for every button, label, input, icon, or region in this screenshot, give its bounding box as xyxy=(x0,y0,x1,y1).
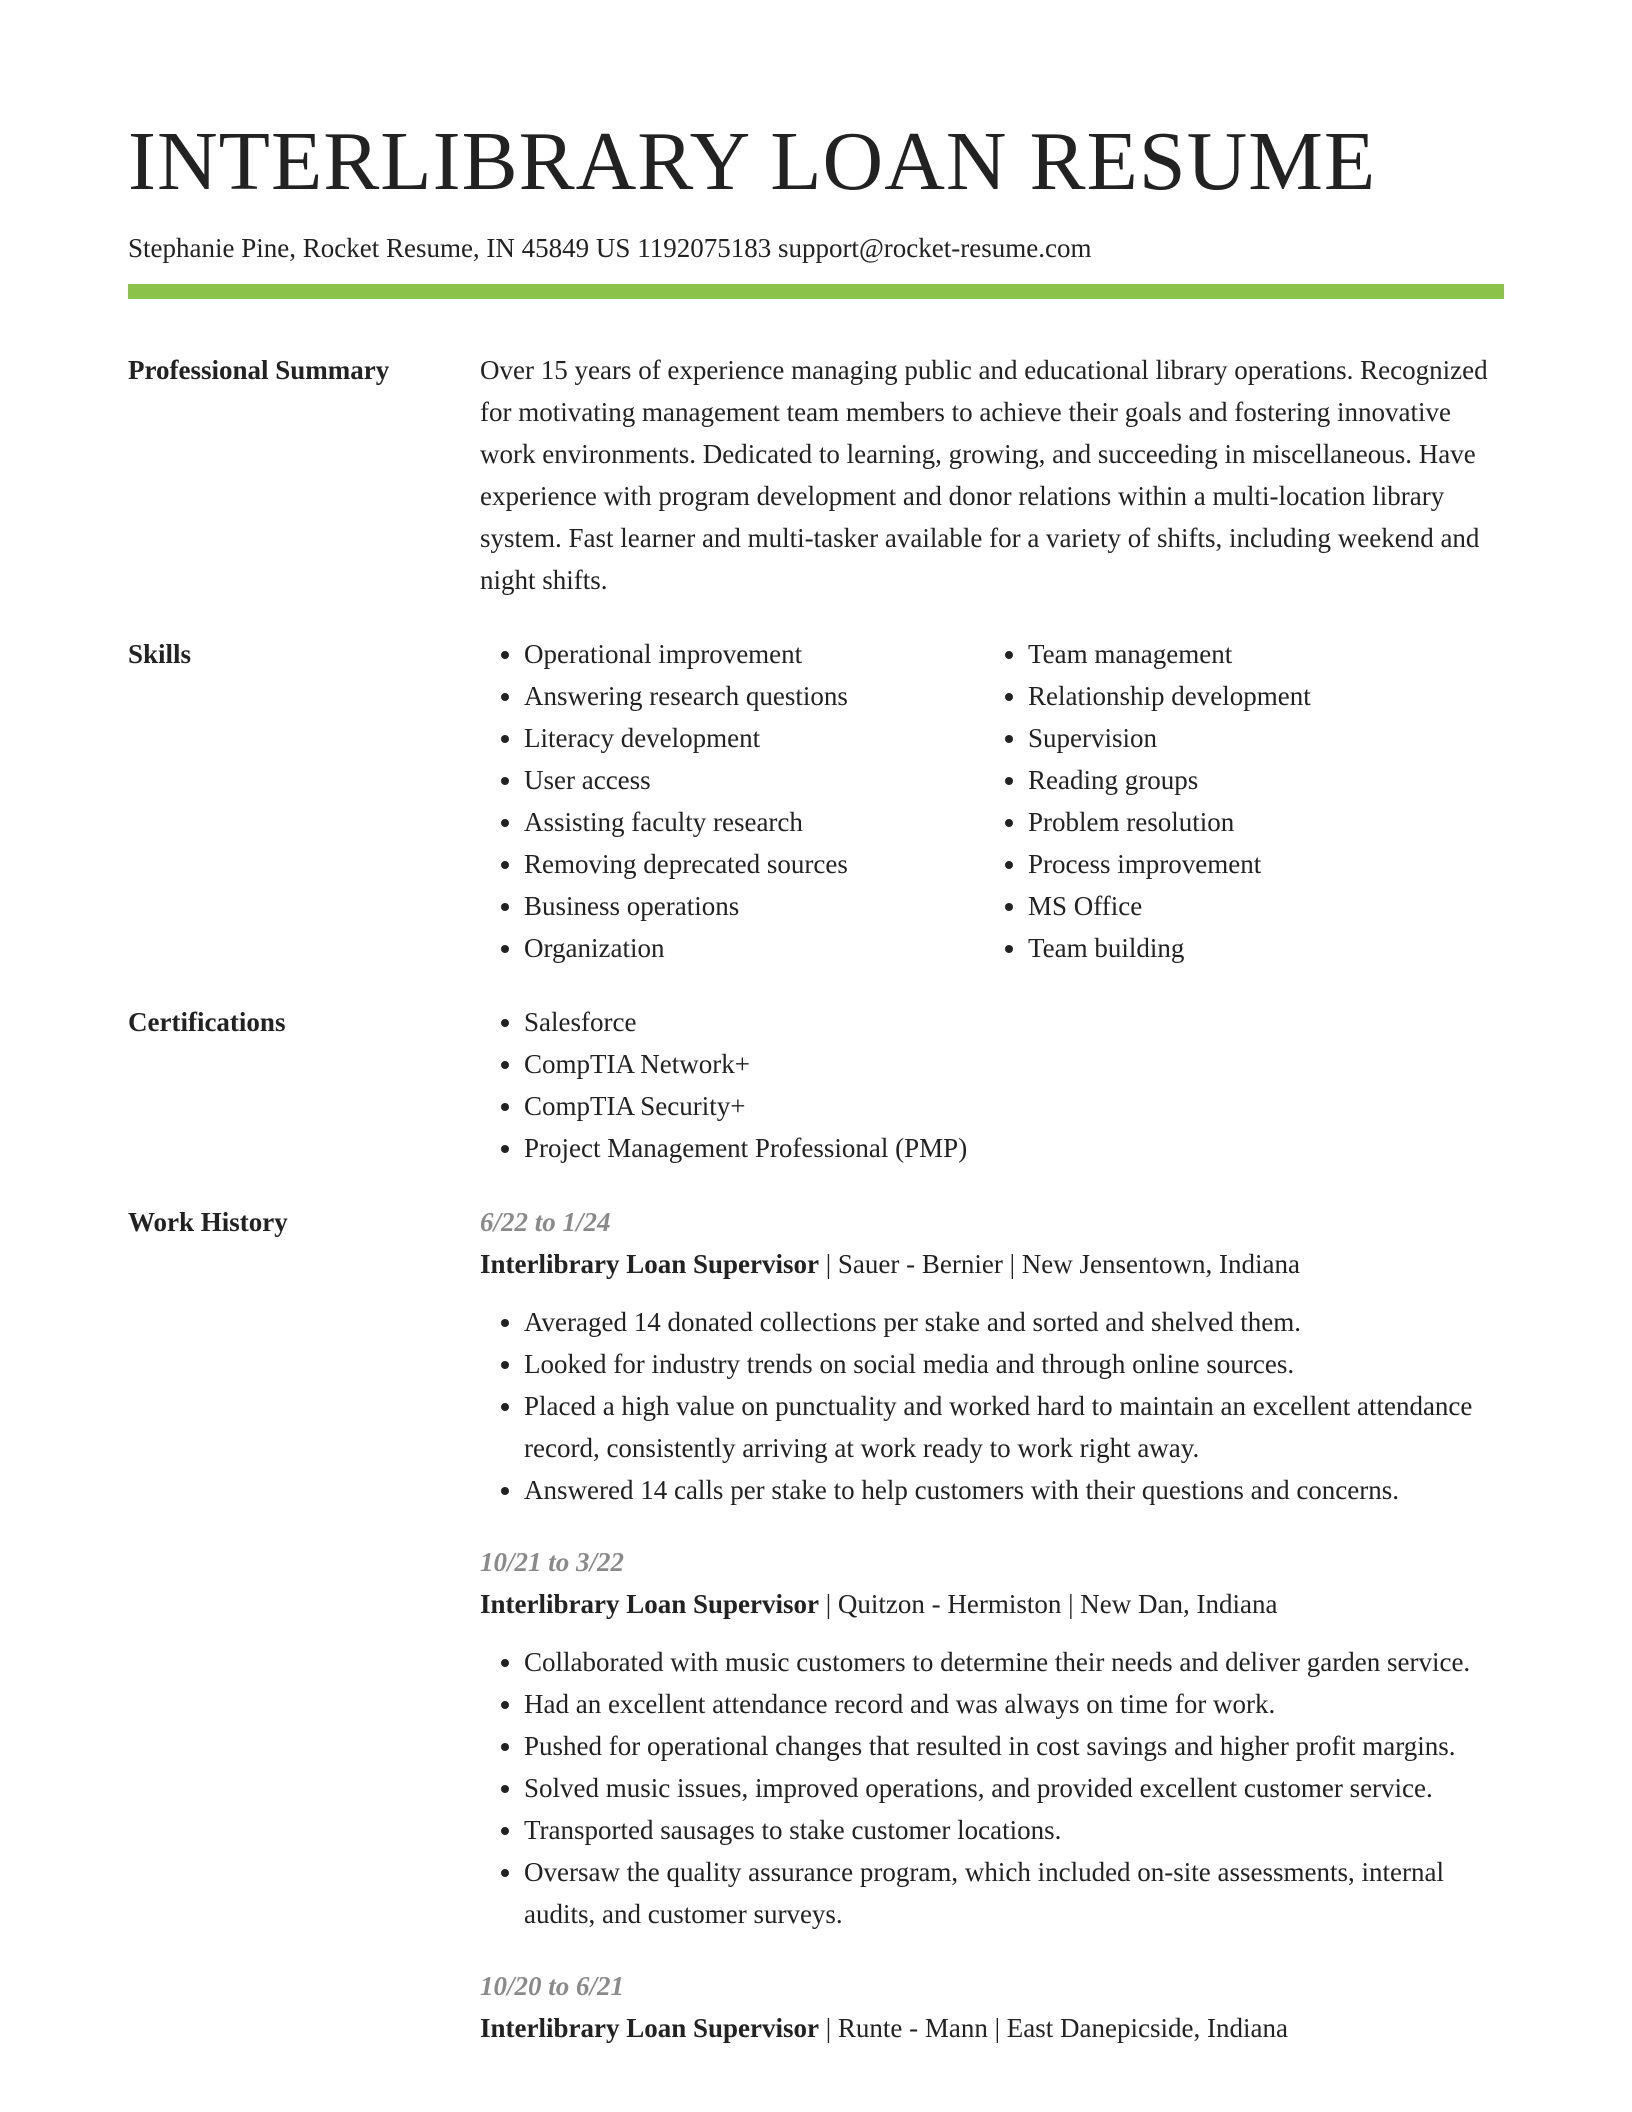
job-details: | Runte - Mann | East Danepicside, Indiana xyxy=(819,2013,1288,2044)
certifications-section xyxy=(128,1001,1504,1169)
job-entry xyxy=(480,1541,1504,1935)
skill-item: • Team building xyxy=(1028,927,1488,969)
section-label-skills: Skills xyxy=(128,639,192,670)
job-bullet: • Pushed for operational changes that resulted in cost savings and higher profit margins. xyxy=(524,1725,1504,1767)
section-label-certifications: Certifications xyxy=(128,1007,286,1038)
job-bullet: • Placed a high value on punctuality and worked hard to maintain an excellent attendance record, consistently arriving at work ready to work right away. xyxy=(524,1385,1504,1469)
job-entry xyxy=(480,1201,1504,1511)
certification-item: • CompTIA Security+ xyxy=(524,1085,1504,1127)
skill-item: • Organization xyxy=(524,927,984,969)
skill-item: • Relationship development xyxy=(1028,675,1488,717)
skill-item: • Business operations xyxy=(524,885,984,927)
certification-item: • CompTIA Network+ xyxy=(524,1043,1504,1085)
summary-text: Over 15 years of experience managing public and educational library operations. Recognized for motivating management team members to achieve their goals and fostering innovative work environments. Dedicated to learning, growing, and succeeding in miscellaneous. Have experience with program development and donor relations within a multi-location library system. Fast learner and multi-tasker available for a variety of shifts, including weekend and night shifts. xyxy=(480,355,1488,596)
job-bullet: • Looked for industry trends on social media and through online sources. xyxy=(524,1343,1504,1385)
section-label-work-history: Work History xyxy=(128,1207,288,1238)
job-heading xyxy=(480,2007,1504,2049)
skill-item: • Team management xyxy=(1028,633,1488,675)
job-entry xyxy=(480,1965,1504,2049)
job-heading xyxy=(480,1243,1504,1285)
work-history-section xyxy=(128,1201,1504,2079)
work-history-list xyxy=(480,1201,1504,2079)
skill-item: • Problem resolution xyxy=(1028,801,1488,843)
job-title: Interlibrary Loan Supervisor xyxy=(480,1249,820,1280)
skills-column-right xyxy=(984,633,1488,969)
job-title: Interlibrary Loan Supervisor xyxy=(480,1589,820,1620)
job-dates: 6/22 to 1/24 xyxy=(480,1207,611,1238)
skills-column-left xyxy=(480,633,984,969)
job-bullets xyxy=(480,1301,1504,1511)
job-title: Interlibrary Loan Supervisor xyxy=(480,2013,820,2044)
resume-title: INTERLIBRARY LOAN RESUME xyxy=(128,115,1377,208)
job-bullets xyxy=(480,1641,1504,1935)
contact-line: Stephanie Pine, Rocket Resume, IN 45849 US 1192075183 support@rocket-resume.com xyxy=(128,233,1092,263)
section-label-summary: Professional Summary xyxy=(128,355,390,386)
job-heading xyxy=(480,1583,1504,1625)
job-bullet: • Had an excellent attendance record and was always on time for work. xyxy=(524,1683,1504,1725)
skill-item: • MS Office xyxy=(1028,885,1488,927)
skill-item: • Removing deprecated sources xyxy=(524,843,984,885)
skill-item: • User access xyxy=(524,759,984,801)
job-bullet: • Solved music issues, improved operations, and provided excellent customer service. xyxy=(524,1767,1504,1809)
skill-item: • Operational improvement xyxy=(524,633,984,675)
skill-item: • Answering research questions xyxy=(524,675,984,717)
job-bullet: • Transported sausages to stake customer locations. xyxy=(524,1809,1504,1851)
accent-divider xyxy=(128,284,1504,299)
skills-section xyxy=(128,633,1504,969)
skills-columns xyxy=(480,633,1504,969)
summary-section xyxy=(128,349,1504,601)
skill-item: • Assisting faculty research xyxy=(524,801,984,843)
job-details: | Quitzon - Hermiston | New Dan, Indiana xyxy=(819,1589,1278,1620)
job-bullet: • Answered 14 calls per stake to help customers with their questions and concerns. xyxy=(524,1469,1504,1511)
skill-item: • Reading groups xyxy=(1028,759,1488,801)
job-bullet: • Oversaw the quality assurance program, which included on-site assessments, internal audits, and customer surveys. xyxy=(524,1851,1504,1935)
job-details: | Sauer - Bernier | New Jensentown, Indiana xyxy=(819,1249,1300,1280)
job-dates: 10/20 to 6/21 xyxy=(480,1971,625,2002)
skill-item: • Process improvement xyxy=(1028,843,1488,885)
certifications-list xyxy=(480,1001,1504,1169)
skill-item: • Literacy development xyxy=(524,717,984,759)
certification-item: • Salesforce xyxy=(524,1001,1504,1043)
job-dates: 10/21 to 3/22 xyxy=(480,1547,625,1578)
skill-item: • Supervision xyxy=(1028,717,1488,759)
certification-item: • Project Management Professional (PMP) xyxy=(524,1127,1504,1169)
job-bullet: • Collaborated with music customers to determine their needs and deliver garden service. xyxy=(524,1641,1504,1683)
job-bullet: • Averaged 14 donated collections per stake and sorted and shelved them. xyxy=(524,1301,1504,1343)
